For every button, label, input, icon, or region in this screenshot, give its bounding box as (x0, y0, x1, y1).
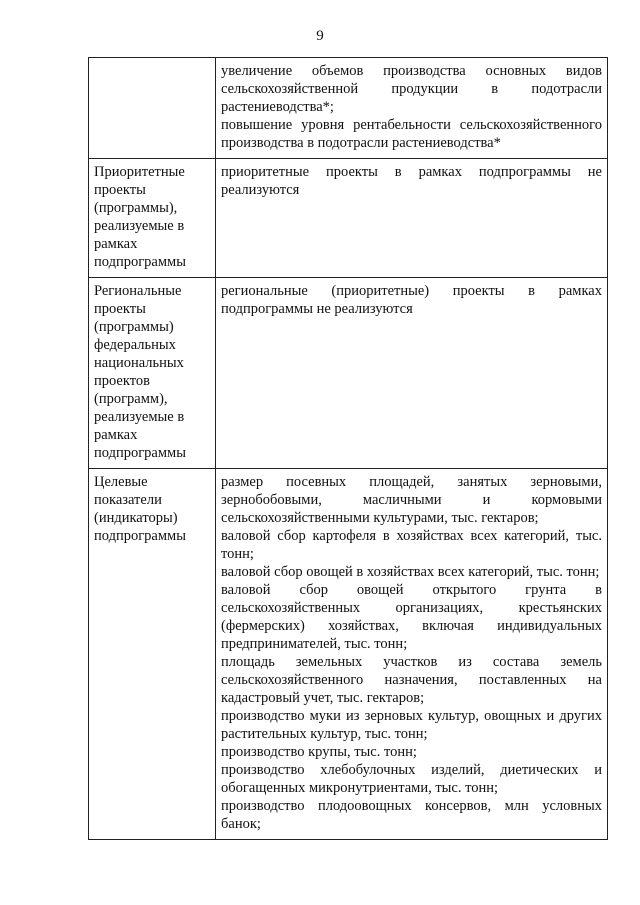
list-item: валовой сбор овощей в хозяйствах всех категорий, тыс. тонн; (221, 564, 600, 580)
row-label: Целевые показатели (индикаторы) подпрограммы (89, 469, 216, 840)
list-item: производство плодоовощных консервов, млн условных банок; (221, 798, 602, 832)
list-item: площадь земельных участков из состава земель сельскохозяйственного назначения, поставленных на кадастровый учет, тыс. гектаров; (221, 654, 602, 706)
list-item: приоритетные проекты в рамках подпрограммы не реализуются (221, 164, 602, 198)
list-item: региональные (приоритетные) проекты в рамках подпрограммы не реализуются (221, 283, 602, 317)
list-item: повышение уровня рентабельности сельскохозяйственного производства в подотрасли растениеводства* (221, 117, 602, 151)
row-content (216, 159, 608, 278)
row-content (216, 58, 608, 159)
table-row-goals (89, 58, 608, 159)
table-row-target-indicators (89, 469, 608, 840)
list-item: валовой сбор овощей открытого грунта в сельскохозяйственных организациях, крестьянских (фермерских) хозяйствах, включая индивидуальных предпринимателей, тыс. тонн; (221, 582, 602, 652)
row-content (216, 278, 608, 469)
list-item: производство муки из зерновых культур, овощных и других растительных культур, тыс. тонн; (221, 708, 602, 742)
passport-table (88, 57, 608, 840)
row-label (89, 58, 216, 159)
row-label: Приоритетные проекты (программы), реализуемые в рамках подпрограммы (89, 159, 216, 278)
list-item: увеличение объемов производства основных видов сельскохозяйственной продукции в подотрасли растениеводства*; (221, 63, 602, 115)
row-label: Региональные проекты (программы) федеральных национальных проектов (программ), реализуемые в рамках подпрограммы (89, 278, 216, 469)
table-row-regional-projects (89, 278, 608, 469)
list-item: производство крупы, тыс. тонн; (221, 744, 417, 760)
list-item: размер посевных площадей, занятых зерновыми, зернобобовыми, масличными и кормовыми сельскохозяйственными культурами, тыс. гектаров; (221, 474, 602, 526)
list-item: валовой сбор картофеля в хозяйствах всех категорий, тыс. тонн; (221, 528, 602, 562)
list-item: производство хлебобулочных изделий, диетических и обогащенных микронутриентами, тыс. тонн; (221, 762, 602, 796)
row-content (216, 469, 608, 840)
table-row-priority-projects (89, 159, 608, 278)
page-number: 9 (316, 28, 324, 44)
